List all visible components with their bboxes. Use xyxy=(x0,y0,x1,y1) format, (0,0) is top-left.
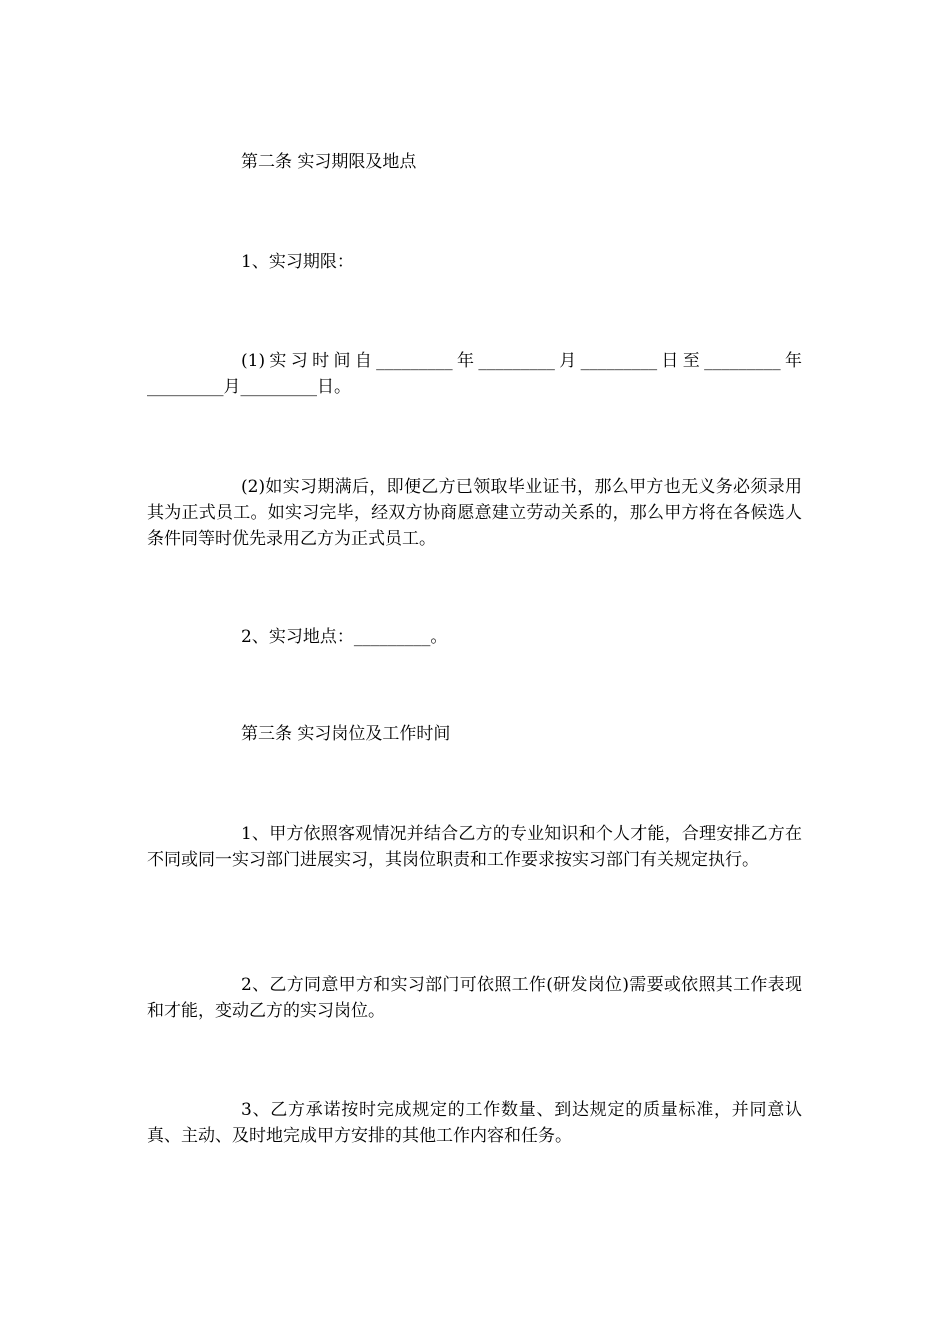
article-2-item-2: 2、实习地点：_________。 xyxy=(241,627,448,647)
article-3-heading: 第三条 实习岗位及工作时间 xyxy=(241,724,451,744)
article-3-item-1: 1、甲方依照客观情况并结合乙方的专业知识和个人才能，合理安排乙方在不同或同一实习部门进展实习，其岗位职责和工作要求按实习部门有关规定执行。 xyxy=(147,824,802,870)
article-3-item-2: 2、乙方同意甲方和实习部门可依照工作(研发岗位)需要或依照其工作表现和才能，变动乙方的实习岗位。 xyxy=(147,975,802,1021)
article-2-item-1-sub-1: (1)实习时间自_________年_________月_________日至_________年_________月_________日。 xyxy=(147,351,802,397)
article-2-item-1-title: 1、实习期限： xyxy=(241,252,354,272)
article-3-item-3: 3、乙方承诺按时完成规定的工作数量、到达规定的质量标准，并同意认真、主动、及时地完成甲方安排的其他工作内容和任务。 xyxy=(147,1100,802,1146)
article-2-item-1-sub-2: (2)如实习期满后，即便乙方已领取毕业证书，那么甲方也无义务必须录用其为正式员工。如实习完毕，经双方协商愿意建立劳动关系的，那么甲方将在各候选人条件同等时优先录用乙方为正式员工。 xyxy=(147,477,802,549)
article-2-heading: 第二条 实习期限及地点 xyxy=(241,152,417,172)
